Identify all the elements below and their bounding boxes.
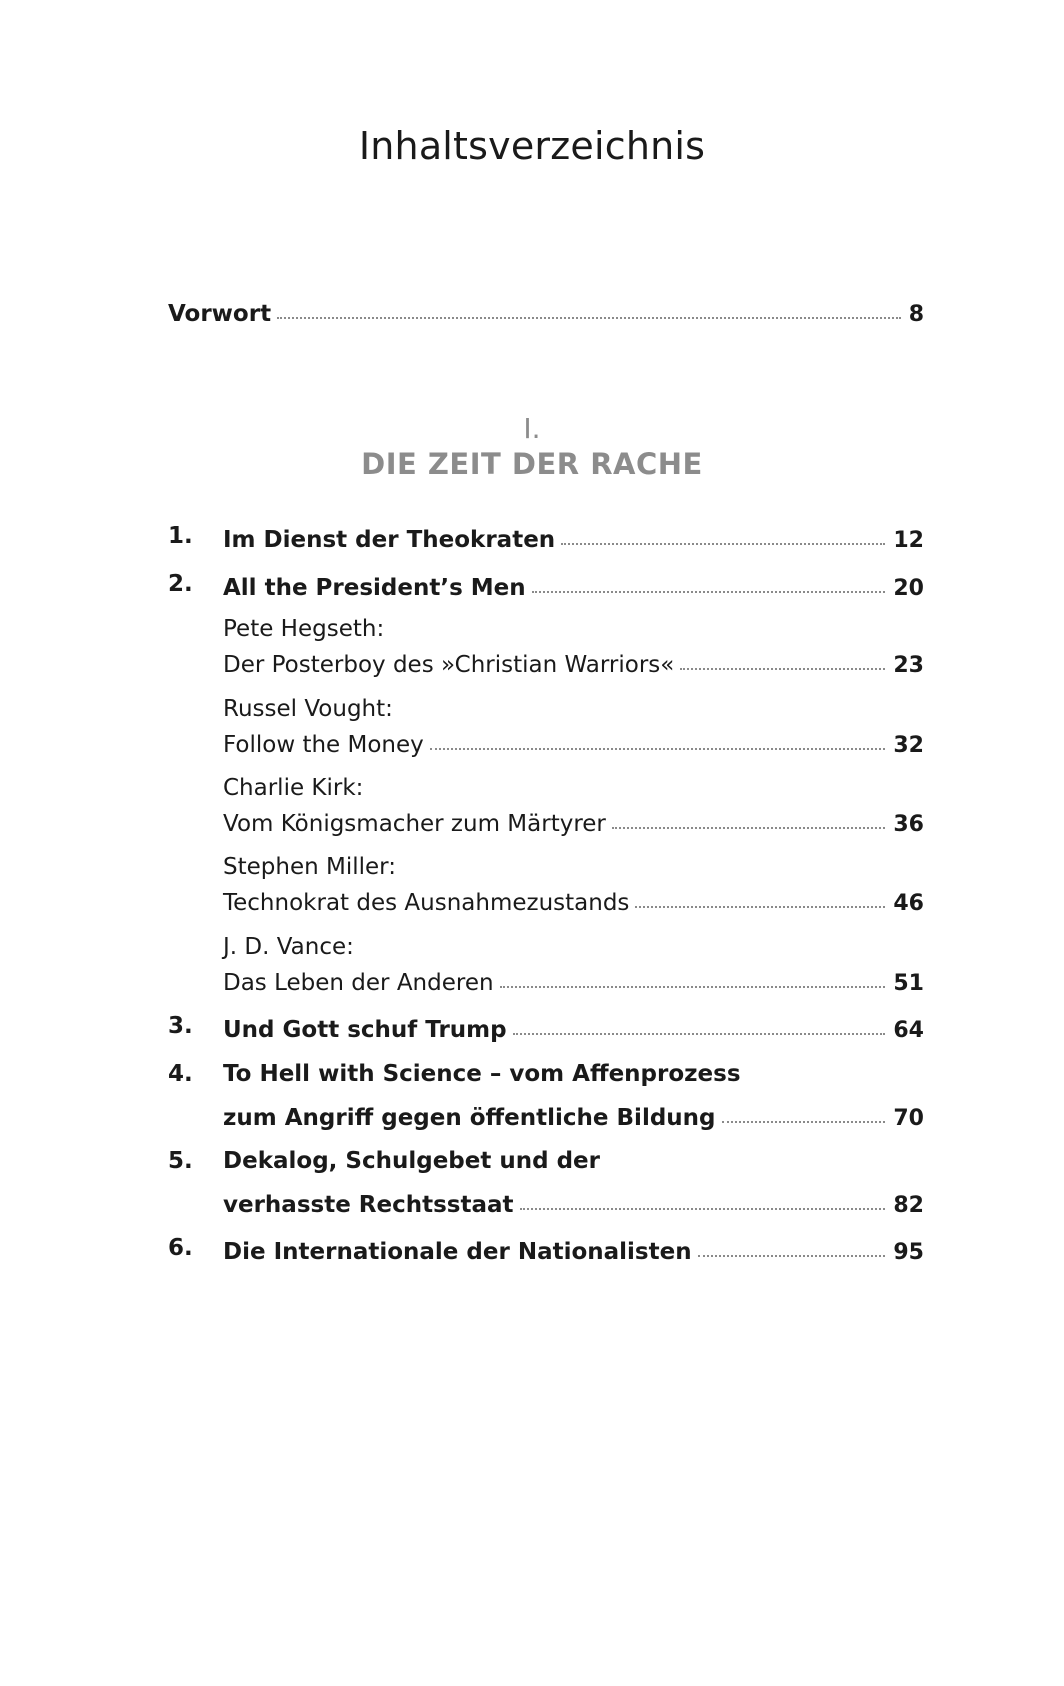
subsection-title: Das Leben der Anderen — [223, 970, 494, 996]
toc-entry-chapter-4[interactable] — [223, 1099, 924, 1131]
foreword-label: Vorwort — [168, 301, 272, 327]
chapter-number: 3. — [168, 1013, 193, 1039]
chapter-title: Und Gott schuf Trump — [223, 1017, 507, 1043]
page-number: 82 — [893, 1193, 924, 1218]
page-number: 20 — [893, 576, 924, 601]
chapter-title: Dekalog, Schulgebet und der — [223, 1148, 600, 1174]
chapter-title: Im Dienst der Theokraten — [223, 527, 556, 553]
page-number: 32 — [893, 733, 924, 758]
chapter-title: All the President’s Men — [223, 575, 526, 601]
dot-leader — [430, 748, 886, 750]
chapter-number: 5. — [168, 1148, 193, 1174]
dot-leader — [513, 1033, 886, 1035]
toc-entry-subsection-kirk[interactable] — [223, 805, 924, 837]
page-title: Inhaltsverzeichnis — [358, 124, 706, 168]
dot-leader — [520, 1208, 886, 1210]
dot-leader — [561, 543, 885, 545]
dot-leader — [500, 986, 886, 988]
page-number: 12 — [893, 528, 924, 553]
subsection-person: Charlie Kirk: — [223, 775, 364, 801]
page-number: 8 — [908, 302, 924, 327]
chapter-number: 2. — [168, 571, 193, 597]
chapter-number: 1. — [168, 523, 193, 549]
page-number: 95 — [893, 1240, 924, 1265]
subsection-person: Stephen Miller: — [223, 854, 396, 880]
subsection-person: Pete Hegseth: — [223, 616, 385, 642]
subsection-title: Vom Königsmacher zum Märtyrer — [223, 811, 606, 837]
page-number: 64 — [893, 1018, 924, 1043]
page-number: 46 — [893, 891, 924, 916]
part-title: DIE ZEIT DER RACHE — [361, 447, 703, 481]
toc-entry-subsection-miller[interactable] — [223, 884, 924, 916]
page-number: 23 — [893, 653, 924, 678]
subsection-person: Russel Vought: — [223, 696, 393, 722]
toc-entry-chapter-6[interactable] — [223, 1233, 924, 1265]
toc-entry-subsection-hegseth[interactable] — [223, 646, 924, 678]
subsection-title: Der Posterboy des »Christian Warriors« — [223, 652, 675, 678]
dot-leader — [635, 906, 885, 908]
dot-leader — [277, 317, 901, 319]
dot-leader — [680, 668, 885, 670]
toc-entry-chapter-2[interactable] — [223, 569, 924, 601]
part-number: I. — [523, 412, 541, 445]
chapter-number: 6. — [168, 1235, 193, 1261]
subsection-title: Follow the Money — [223, 732, 424, 758]
chapter-title-continued: verhasste Rechtsstaat — [223, 1192, 514, 1218]
dot-leader — [698, 1255, 886, 1257]
dot-leader — [612, 827, 885, 829]
chapter-title: Die Internationale der Nationalisten — [223, 1239, 692, 1265]
chapter-title: To Hell with Science – vom Affenprozess — [223, 1061, 741, 1087]
toc-entry-subsection-vance[interactable] — [223, 964, 924, 996]
page-number: 36 — [893, 812, 924, 837]
toc-entry-chapter-1[interactable] — [223, 521, 924, 553]
page-number: 51 — [893, 971, 924, 996]
page-number: 70 — [893, 1106, 924, 1131]
chapter-title-continued: zum Angriff gegen öffentliche Bildung — [223, 1105, 716, 1131]
toc-entry-chapter-3[interactable] — [223, 1011, 924, 1043]
chapter-number: 4. — [168, 1061, 193, 1087]
dot-leader — [532, 591, 886, 593]
subsection-title: Technokrat des Ausnahmezustands — [223, 890, 630, 916]
toc-entry-chapter-5[interactable] — [223, 1186, 924, 1218]
toc-entry-foreword[interactable] — [168, 295, 924, 327]
toc-entry-subsection-vought[interactable] — [223, 726, 924, 758]
subsection-person: J. D. Vance: — [223, 934, 354, 960]
dot-leader — [722, 1121, 886, 1123]
